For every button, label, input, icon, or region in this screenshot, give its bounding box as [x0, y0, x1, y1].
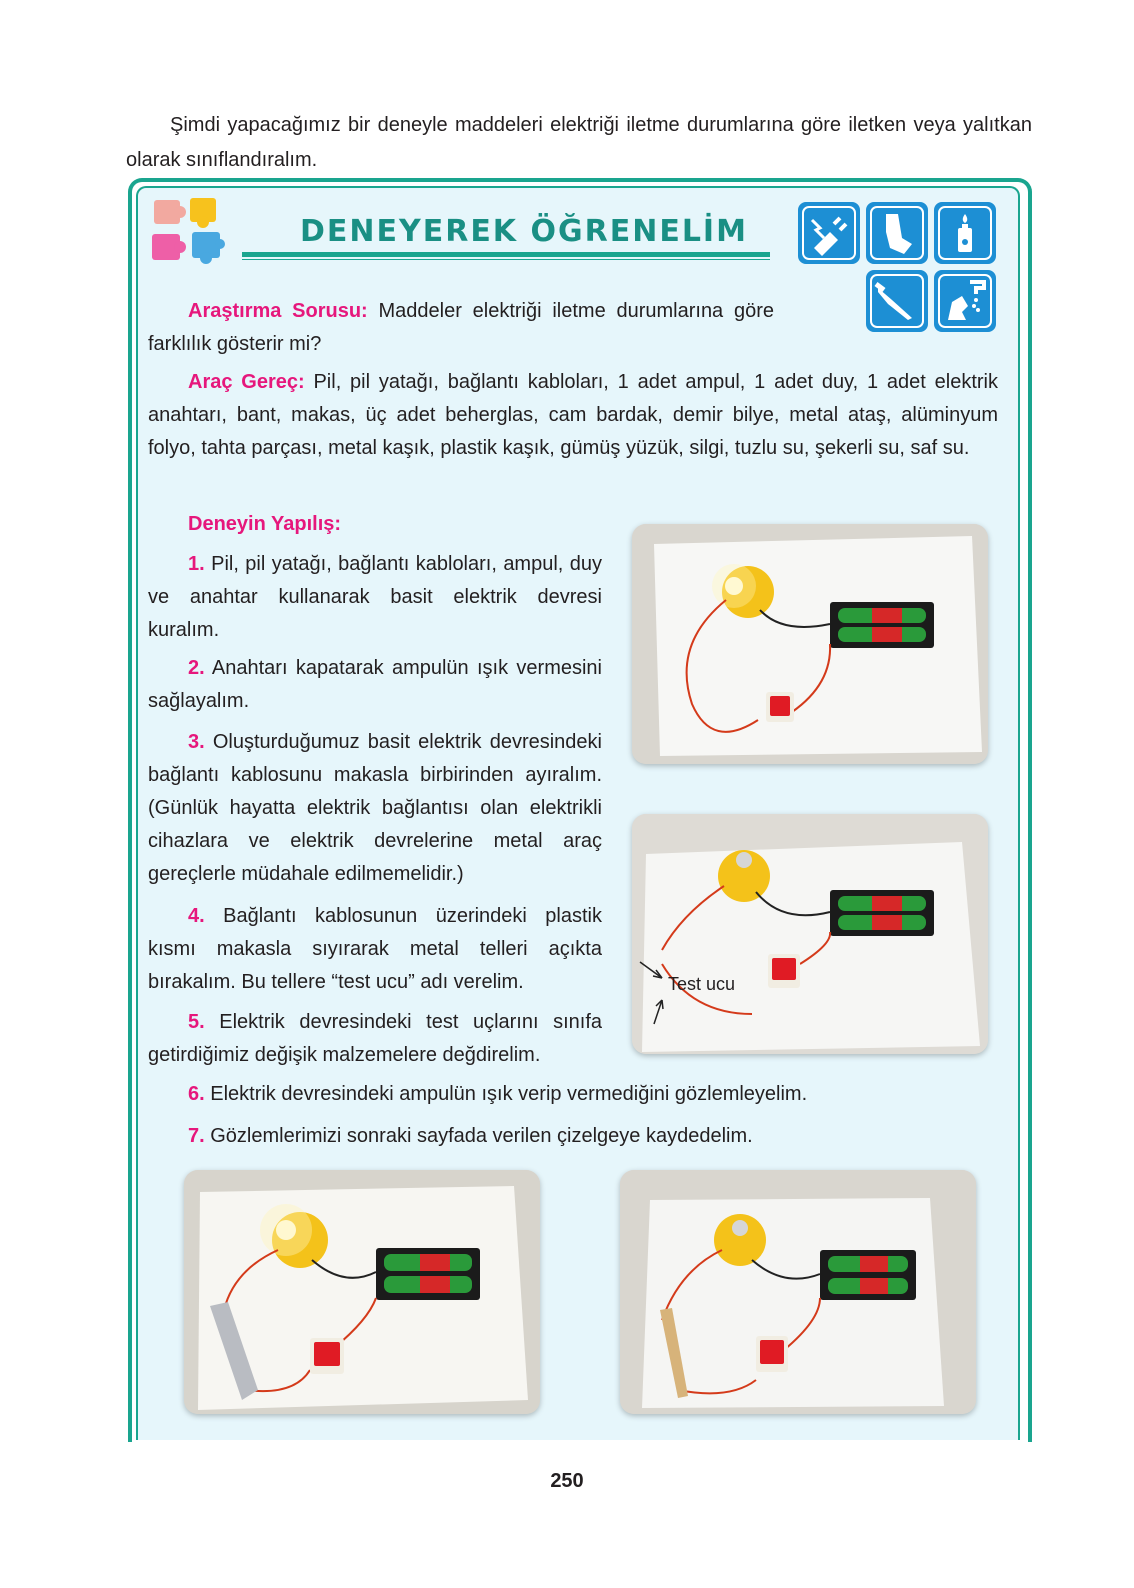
circuit-photo-lit: [632, 524, 988, 764]
flammable-bottle-icon: [934, 202, 996, 264]
circuit-photo-test-leads: [632, 814, 988, 1054]
step-3: [148, 726, 602, 891]
test-lead-label: Test ucu: [668, 974, 736, 994]
step-text: Anahtarı kapatarak ampulün ışık vermesini sağlayalım.: [148, 657, 602, 712]
step-number: 2.: [188, 657, 205, 679]
research-question-label: Araştırma Sorusu:: [188, 300, 368, 322]
step-number: 7.: [188, 1125, 205, 1147]
materials-text: Pil, pil yatağı, bağlantı kabloları, 1 adet ampul, 1 adet duy, 1 adet elektrik anahtarı, bant, makas, üç adet beherglas, cam bardak, demir bilye, metal ataş, alüminyum folyo, tahta parçası, metal kaşık, plastik kaşık, gümüş yüzük, silgi, tuzlu su, şekerli su, saf su.: [148, 371, 998, 459]
puzzle-pieces-icon: [146, 194, 238, 274]
step-6: [188, 1078, 1008, 1111]
procedure-label: Deneyin Yapılış:: [188, 513, 342, 535]
step-text: Elektrik devresindeki test uçlarını sınıfa getirdiğimiz değişik malzemelere değdirelim.: [148, 1011, 602, 1066]
title-underline: [242, 252, 770, 257]
materials-paragraph: [148, 366, 998, 465]
step-2: [148, 652, 602, 718]
intro-paragraph: Şimdi yapacağımız bir deneyle maddeleri elektriği iletme durumlarına göre iletken veya yalıtkan olarak sınıflandıralım.: [126, 114, 1032, 171]
section-title: DENEYEREK ÖĞRENELİM: [300, 214, 748, 249]
step-1: [148, 548, 602, 647]
research-question: [148, 295, 774, 361]
step-5: [148, 1006, 602, 1072]
step-text: Elektrik devresindeki ampulün ışık verip vermediğini gözlemleyelim.: [204, 1083, 808, 1105]
materials-label: Araç Gereç:: [188, 371, 305, 393]
step-text: Oluşturduğumuz basit elektrik devresindeki bağlantı kablosunu makasla birbirinden ayıralım. (Günlük hayatta elektrik bağlantısı olan elektrikli cihazlara ve elektrik devrelerine metal araç gereçlerle müdahale edilmemelidir.): [148, 731, 602, 885]
step-number: 1.: [188, 553, 205, 575]
step-number: 4.: [188, 905, 205, 927]
step-text: Pil, pil yatağı, bağlantı kabloları, ampul, duy ve anahtar kullanarak basit elektrik devresi kuralım.: [148, 553, 602, 641]
glove-hand-icon: [866, 202, 928, 264]
knife-icon: [866, 270, 928, 332]
title-underline-thin: [242, 259, 770, 260]
circuit-photo-wood: [620, 1170, 976, 1414]
circuit-photo-foil: [184, 1170, 540, 1414]
step-7: [188, 1120, 1008, 1153]
step-number: 3.: [188, 731, 205, 753]
step-text: Gözlemlerimizi sonraki sayfada verilen çizelgeye kaydedelim.: [204, 1125, 753, 1147]
step-text: Bağlantı kablosunun üzerindeki plastik kısmı makasla sıyırarak metal telleri açıkta bırakalım. Bu tellere “test ucu” adı verelim.: [148, 905, 602, 993]
step-number: 6.: [188, 1083, 205, 1105]
step-number: 5.: [188, 1011, 205, 1033]
electric-plug-icon: [798, 202, 860, 264]
step-4: [148, 900, 602, 999]
hand-washing-icon: [934, 270, 996, 332]
research-question-text: Maddeler elektriği iletme durumlarına göre farklılık gösterir mi?: [148, 300, 774, 355]
page-number: 250: [550, 1470, 584, 1492]
